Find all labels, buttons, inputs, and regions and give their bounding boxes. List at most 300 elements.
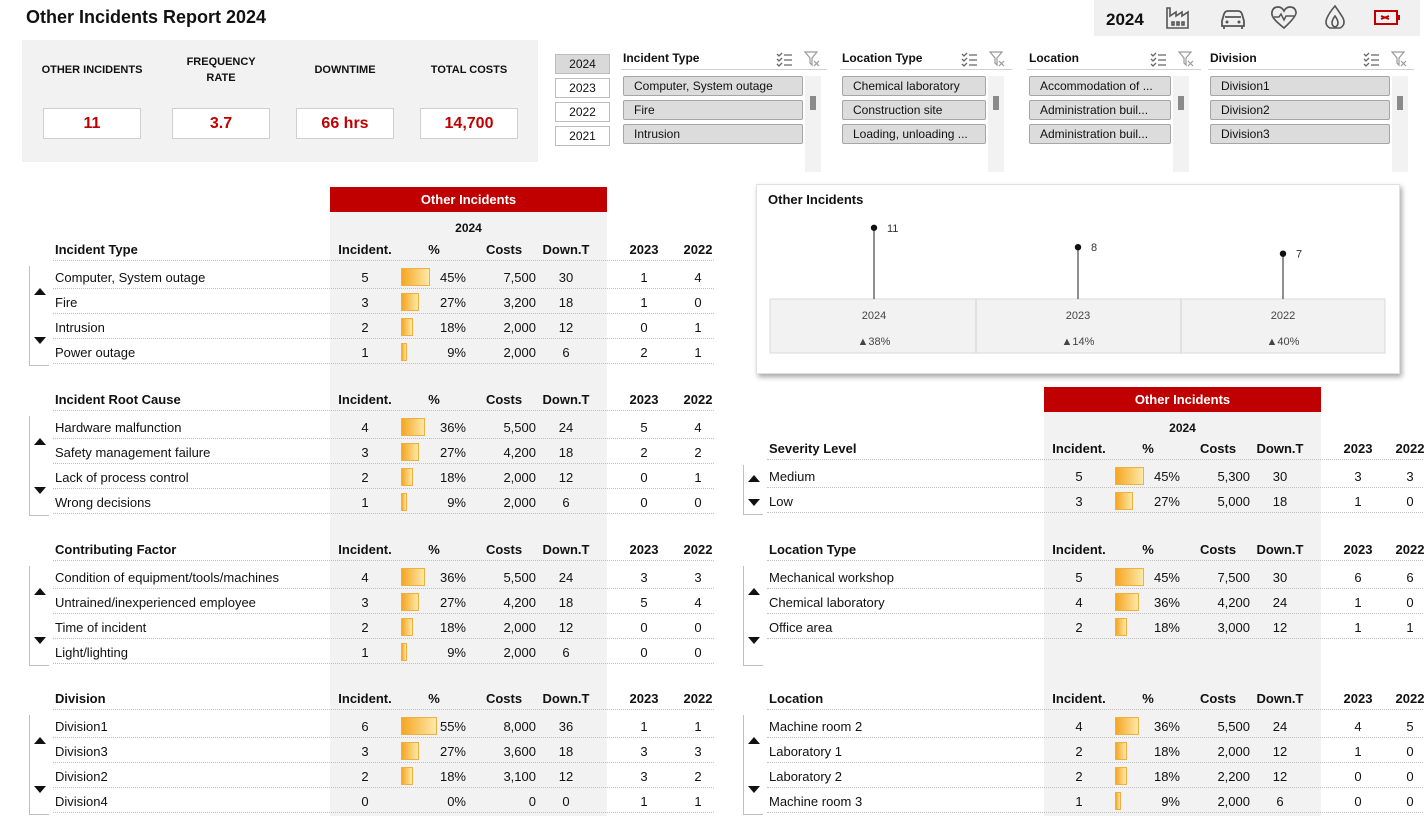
slicer-item[interactable]: Administration buil...	[1029, 100, 1171, 120]
data-label: 11	[887, 222, 899, 235]
slicer-title-text: Location Type	[842, 51, 923, 65]
column-header: Costs	[485, 691, 523, 706]
downtime-value: 30	[1272, 469, 1288, 484]
incident-count: 3	[361, 295, 369, 310]
column-header: 2022	[1395, 441, 1424, 456]
slicer-title	[840, 48, 1012, 70]
column-header: 2022	[683, 392, 713, 407]
column-header: Costs	[485, 392, 523, 407]
percent-value: 9%	[1161, 794, 1180, 809]
incident-count: 5	[1075, 570, 1083, 585]
slicer-item[interactable]: Administration buil...	[1029, 124, 1171, 144]
percent-bar	[1115, 492, 1133, 510]
category-label: 2024	[861, 310, 887, 322]
prev-year-value: 3	[1354, 469, 1362, 484]
report-title: Other Incidents Report 2024	[26, 7, 267, 27]
percent-bar	[401, 468, 413, 486]
category-label: 2022	[1270, 310, 1296, 322]
incident-count: 2	[1075, 620, 1083, 635]
kpi-label: OTHER INCIDENTS	[41, 64, 143, 76]
scroll-up-arrow[interactable]	[748, 475, 760, 482]
row-label: Division2	[55, 769, 108, 784]
scroll-up-arrow[interactable]	[34, 588, 46, 595]
percent-value: 18%	[1153, 744, 1180, 759]
incident-count: 2	[361, 470, 369, 485]
percent-value: 36%	[1153, 595, 1180, 610]
prev-year-value: 0	[694, 645, 702, 660]
prev-year-value: 0	[1406, 494, 1414, 509]
slicer-scroll-track[interactable]	[805, 76, 821, 172]
slicer-item[interactable]: Division3	[1210, 124, 1390, 144]
downtime-value: 6	[562, 495, 570, 510]
incident-count: 5	[361, 270, 369, 285]
percent-value: 55%	[439, 719, 466, 734]
row-label: Time of incident	[55, 620, 147, 635]
percent-bar	[401, 593, 419, 611]
incident-count: 0	[361, 794, 369, 809]
percent-value: 18%	[439, 320, 466, 335]
costs-value: 2,000	[503, 345, 536, 360]
row-label: Division3	[55, 744, 108, 759]
costs-value: 3,200	[503, 295, 536, 310]
slicer-scrollbar[interactable]	[810, 96, 816, 110]
percent-bar	[401, 767, 413, 785]
row-label: Medium	[769, 469, 816, 484]
slicer-scroll-track[interactable]	[1173, 76, 1189, 172]
column-header: %	[1142, 542, 1154, 557]
slicer-item[interactable]: Division2	[1210, 100, 1390, 120]
percent-value: 9%	[447, 645, 466, 660]
percent-bar	[1115, 618, 1127, 636]
prev-year-value: 0	[640, 495, 648, 510]
scroll-spinner	[29, 266, 49, 366]
percent-bar	[401, 318, 413, 336]
scroll-down-arrow[interactable]	[34, 786, 46, 793]
incident-count: 2	[361, 320, 369, 335]
percent-bar	[401, 643, 407, 661]
percent-bar	[401, 343, 407, 361]
downtime-value: 12	[558, 769, 574, 784]
incident-count: 6	[361, 719, 369, 734]
clear-filter-icon[interactable]	[1177, 50, 1195, 68]
section-title: Location Type	[769, 542, 857, 557]
right-panel-header: Other Incidents	[1044, 387, 1321, 412]
downtime-value: 18	[558, 295, 574, 310]
slicer-item[interactable]: Construction site	[842, 100, 986, 120]
section-title: Division	[55, 691, 106, 706]
column-header: %	[428, 242, 440, 257]
prev-year-value: 4	[694, 595, 702, 610]
clear-filter-icon[interactable]	[803, 50, 821, 68]
percent-bar	[401, 443, 419, 461]
costs-value: 4,200	[503, 595, 536, 610]
slicer-scroll-track[interactable]	[1392, 76, 1408, 172]
prev-year-value: 1	[694, 719, 702, 734]
prev-year-value: 1	[1354, 595, 1362, 610]
downtime-value: 12	[1272, 769, 1288, 784]
year-option-2023[interactable]: 2023	[555, 78, 610, 98]
downtime-value: 18	[558, 445, 574, 460]
scroll-spinner	[29, 715, 49, 815]
prev-year-value: 1	[1354, 494, 1362, 509]
costs-value: 5,000	[1217, 494, 1250, 509]
percent-value: 36%	[439, 570, 466, 585]
chart-title: Other Incidents	[768, 192, 864, 207]
column-header: Down.T	[1256, 542, 1304, 557]
prev-year-value: 0	[640, 320, 648, 335]
slicer-item[interactable]: Accommodation of ...	[1029, 76, 1171, 96]
scroll-down-arrow[interactable]	[748, 499, 760, 506]
row-label: Fire	[55, 295, 78, 310]
scroll-up-arrow[interactable]	[34, 737, 46, 744]
costs-value: 2,000	[503, 645, 536, 660]
incident-count: 2	[361, 769, 369, 784]
car-icon[interactable]	[1218, 4, 1248, 30]
incident-count: 2	[361, 620, 369, 635]
incident-count: 1	[361, 645, 369, 660]
row-label: Safety management failure	[55, 445, 211, 460]
incident-count: 3	[361, 595, 369, 610]
downtime-value: 6	[562, 345, 570, 360]
scroll-spinner	[29, 566, 49, 666]
prev-year-value: 0	[694, 620, 702, 635]
prev-year-value: 1	[1354, 744, 1362, 759]
prev-year-value: 0	[694, 295, 702, 310]
costs-value: 5,300	[1217, 469, 1250, 484]
percent-value: 9%	[447, 345, 466, 360]
percent-bar	[1115, 767, 1127, 785]
percent-bar	[401, 568, 425, 586]
incident-count: 4	[361, 420, 369, 435]
slicer-title	[621, 48, 827, 70]
downtime-value: 12	[1272, 744, 1288, 759]
incident-count: 3	[361, 445, 369, 460]
prev-year-value: 1	[694, 345, 702, 360]
prev-year-value: 0	[640, 645, 648, 660]
multi-select-icon[interactable]	[1149, 50, 1167, 68]
prev-year-value: 4	[694, 270, 702, 285]
prev-year-value: 2	[694, 445, 702, 460]
downtime-value: 24	[1272, 719, 1288, 734]
slicer-item[interactable]: Computer, System outage	[623, 76, 803, 96]
incident-count: 2	[1075, 769, 1083, 784]
fire-icon[interactable]	[1320, 4, 1350, 30]
prev-year-value: 5	[640, 595, 648, 610]
scroll-spinner	[29, 416, 49, 516]
column-header: 2022	[683, 542, 713, 557]
prev-year-value: 0	[1406, 744, 1414, 759]
row-label: Untrained/inexperienced employee	[55, 595, 256, 610]
costs-value: 4,200	[503, 445, 536, 460]
section-title: Contributing Factor	[55, 542, 177, 557]
column-header: 2023	[1343, 691, 1373, 706]
section-title: Incident Root Cause	[55, 392, 181, 407]
year-option-2022[interactable]: 2022	[555, 102, 610, 122]
costs-value: 2,000	[503, 495, 536, 510]
incident-count: 4	[1075, 719, 1083, 734]
slicer-item[interactable]: Loading, unloading ...	[842, 124, 986, 144]
column-header: Incident.	[1052, 542, 1106, 557]
prev-year-value: 3	[640, 744, 648, 759]
slicer-item[interactable]: Chemical laboratory	[842, 76, 986, 96]
slicer-item[interactable]: Division1	[1210, 76, 1390, 96]
percent-value: 27%	[439, 744, 466, 759]
costs-value: 5,500	[1217, 719, 1250, 734]
incidents-chart	[757, 185, 1401, 375]
incident-count: 4	[1075, 595, 1083, 610]
column-header: Incident.	[338, 542, 392, 557]
prev-year-value: 5	[1406, 719, 1414, 734]
right-panel-year: 2024	[1169, 421, 1196, 435]
percent-bar	[401, 493, 407, 511]
row-label: Division1	[55, 719, 108, 734]
column-header: Down.T	[542, 691, 590, 706]
slicer-title-text: Incident Type	[623, 51, 700, 65]
scroll-spinner	[743, 715, 763, 815]
column-header: Down.T	[542, 392, 590, 407]
downtime-value: 30	[1272, 570, 1288, 585]
kpi-value: 66 hrs	[296, 108, 394, 139]
downtime-value: 12	[558, 320, 574, 335]
lollipop-point[interactable]	[1280, 250, 1286, 256]
percent-value: 45%	[1153, 570, 1180, 585]
costs-value: 0	[528, 794, 536, 809]
category-label: 2023	[1065, 310, 1091, 322]
downtime-value: 18	[558, 595, 574, 610]
prev-year-value: 1	[1354, 620, 1362, 635]
percent-value: 27%	[439, 595, 466, 610]
row-label: Intrusion	[55, 320, 105, 335]
data-label: 8	[1091, 242, 1098, 255]
row-label: Laboratory 1	[769, 744, 842, 759]
slicer-scrollbar[interactable]	[1397, 96, 1403, 110]
slicer-title	[1208, 48, 1414, 70]
battery-icon[interactable]	[1372, 4, 1402, 30]
prev-year-value: 2	[640, 345, 648, 360]
percent-value: 9%	[447, 495, 466, 510]
column-header: Incident.	[338, 392, 392, 407]
downtime-value: 24	[558, 420, 574, 435]
factory-icon[interactable]	[1164, 4, 1194, 30]
percent-bar	[1115, 593, 1139, 611]
column-header: Incident.	[1052, 691, 1106, 706]
prev-year-value: 1	[640, 794, 648, 809]
scroll-down-arrow[interactable]	[748, 786, 760, 793]
costs-value: 2,000	[1217, 744, 1250, 759]
row-label: Office area	[769, 620, 833, 635]
multi-select-icon[interactable]	[1362, 50, 1380, 68]
prev-year-value: 1	[694, 470, 702, 485]
heartbeat-icon[interactable]	[1269, 4, 1299, 30]
incident-count: 3	[1075, 494, 1083, 509]
scroll-spinner	[743, 566, 763, 666]
downtime-value: 18	[558, 744, 574, 759]
percent-value: 36%	[439, 420, 466, 435]
location-slicer	[1027, 48, 1201, 148]
data-label: 7	[1296, 248, 1303, 261]
kpi-downtime	[285, 40, 405, 139]
change-label: ▲38%	[857, 336, 891, 348]
column-header: %	[428, 542, 440, 557]
kpi-value: 14,700	[420, 108, 518, 139]
left-panel-year: 2024	[455, 221, 482, 235]
incident-count: 3	[361, 744, 369, 759]
column-header: Costs	[1199, 441, 1237, 456]
percent-bar	[401, 293, 419, 311]
kpi-label: FREQUENCY RATE	[186, 56, 256, 84]
downtime-value: 12	[558, 470, 574, 485]
column-header: 2022	[1395, 542, 1424, 557]
prev-year-value: 0	[1354, 769, 1362, 784]
prev-year-value: 4	[694, 420, 702, 435]
costs-value: 3,000	[1217, 620, 1250, 635]
prev-year-value: 1	[640, 270, 648, 285]
percent-value: 18%	[439, 620, 466, 635]
row-label: Laboratory 2	[769, 769, 842, 784]
year-option-2024[interactable]: 2024	[555, 54, 610, 74]
slicer-scrollbar[interactable]	[993, 96, 999, 110]
column-header: Costs	[485, 242, 523, 257]
lollipop-point[interactable]	[871, 225, 877, 231]
prev-year-value: 0	[694, 495, 702, 510]
costs-value: 2,000	[503, 620, 536, 635]
prev-year-value: 1	[694, 320, 702, 335]
column-header: 2022	[1395, 691, 1424, 706]
costs-value: 2,000	[503, 470, 536, 485]
percent-bar	[401, 742, 419, 760]
lollipop-point[interactable]	[1075, 244, 1081, 250]
downtime-value: 24	[1272, 595, 1288, 610]
section-title: Incident Type	[55, 242, 138, 257]
kpi-frequency-rate	[161, 40, 281, 139]
column-header: Incident.	[338, 242, 392, 257]
costs-value: 7,500	[1217, 570, 1250, 585]
multi-select-icon[interactable]	[775, 50, 793, 68]
percent-value: 27%	[439, 445, 466, 460]
kpi-value: 11	[43, 108, 141, 139]
costs-value: 8,000	[503, 719, 536, 734]
percent-bar	[401, 418, 425, 436]
scroll-spinner	[743, 465, 763, 515]
column-header: 2023	[1343, 441, 1373, 456]
scroll-down-arrow[interactable]	[34, 487, 46, 494]
column-header: 2023	[629, 542, 659, 557]
incident-count: 2	[1075, 744, 1083, 759]
slicer-item[interactable]: Intrusion	[623, 124, 803, 144]
costs-value: 4,200	[1217, 595, 1250, 610]
column-header: Incident.	[338, 691, 392, 706]
percent-bar	[1115, 717, 1139, 735]
prev-year-value: 3	[1406, 469, 1414, 484]
row-label: Wrong decisions	[55, 495, 151, 510]
downtime-value: 36	[558, 719, 574, 734]
column-header: Costs	[485, 542, 523, 557]
percent-bar	[1115, 742, 1127, 760]
percent-value: 27%	[439, 295, 466, 310]
costs-value: 2,000	[1217, 794, 1250, 809]
row-label: Low	[769, 494, 793, 509]
downtime-value: 6	[562, 645, 570, 660]
column-header: Down.T	[1256, 441, 1304, 456]
costs-value: 2,200	[1217, 769, 1250, 784]
scroll-up-arrow[interactable]	[34, 438, 46, 445]
column-header: %	[1142, 691, 1154, 706]
scroll-down-arrow[interactable]	[34, 637, 46, 644]
column-header: 2022	[683, 242, 713, 257]
column-header: Down.T	[542, 242, 590, 257]
year-option-2021[interactable]: 2021	[555, 126, 610, 146]
clear-filter-icon[interactable]	[988, 50, 1006, 68]
toolbar-year: 2024	[1106, 10, 1144, 29]
scroll-up-arrow[interactable]	[34, 288, 46, 295]
incident-count: 4	[361, 570, 369, 585]
kpi-label: TOTAL COSTS	[430, 64, 508, 76]
scroll-down-arrow[interactable]	[748, 637, 760, 644]
percent-value: 18%	[439, 769, 466, 784]
clear-filter-icon[interactable]	[1390, 50, 1408, 68]
prev-year-value: 3	[640, 769, 648, 784]
row-label: Lack of process control	[55, 470, 189, 485]
column-header: 2023	[629, 691, 659, 706]
percent-bar	[1115, 792, 1121, 810]
downtime-value: 12	[558, 620, 574, 635]
prev-year-value: 1	[694, 794, 702, 809]
row-label: Condition of equipment/tools/machines	[55, 570, 280, 585]
column-header: %	[1142, 441, 1154, 456]
downtime-value: 18	[1272, 494, 1288, 509]
column-header: %	[428, 691, 440, 706]
change-label: ▲40%	[1266, 336, 1300, 348]
slicer-item[interactable]: Fire	[623, 100, 803, 120]
slicer-title-text: Division	[1210, 51, 1257, 65]
percent-value: 18%	[1153, 620, 1180, 635]
prev-year-value: 6	[1354, 570, 1362, 585]
scroll-up-arrow[interactable]	[748, 588, 760, 595]
prev-year-value: 0	[640, 470, 648, 485]
column-header: %	[428, 392, 440, 407]
incident-count: 5	[1075, 469, 1083, 484]
incident-count: 1	[361, 495, 369, 510]
costs-value: 5,500	[503, 420, 536, 435]
section-title: Severity Level	[769, 441, 857, 456]
scroll-up-arrow[interactable]	[748, 737, 760, 744]
section-title: Location	[769, 691, 824, 706]
location-type-slicer	[840, 48, 1012, 148]
row-label: Machine room 3	[769, 794, 863, 809]
percent-value: 36%	[1153, 719, 1180, 734]
slicer-scroll-track[interactable]	[988, 76, 1004, 172]
incident-count: 1	[361, 345, 369, 360]
costs-value: 3,600	[503, 744, 536, 759]
row-label: Mechanical workshop	[769, 570, 895, 585]
change-label: ▲14%	[1061, 336, 1095, 348]
scroll-down-arrow[interactable]	[34, 337, 46, 344]
category-toolbar	[1094, 0, 1420, 36]
column-header: 2023	[629, 392, 659, 407]
row-label: Light/lighting	[55, 645, 128, 660]
prev-year-value: 6	[1406, 570, 1414, 585]
multi-select-icon[interactable]	[960, 50, 978, 68]
column-header: 2023	[629, 242, 659, 257]
percent-value: 0%	[447, 794, 466, 809]
percent-value: 45%	[439, 270, 466, 285]
slicer-scrollbar[interactable]	[1178, 96, 1184, 110]
row-label: Chemical laboratory	[769, 595, 885, 610]
prev-year-value: 0	[1406, 595, 1414, 610]
row-label: Power outage	[55, 345, 136, 360]
prev-year-value: 0	[1354, 794, 1362, 809]
slicer-title	[1027, 48, 1201, 70]
